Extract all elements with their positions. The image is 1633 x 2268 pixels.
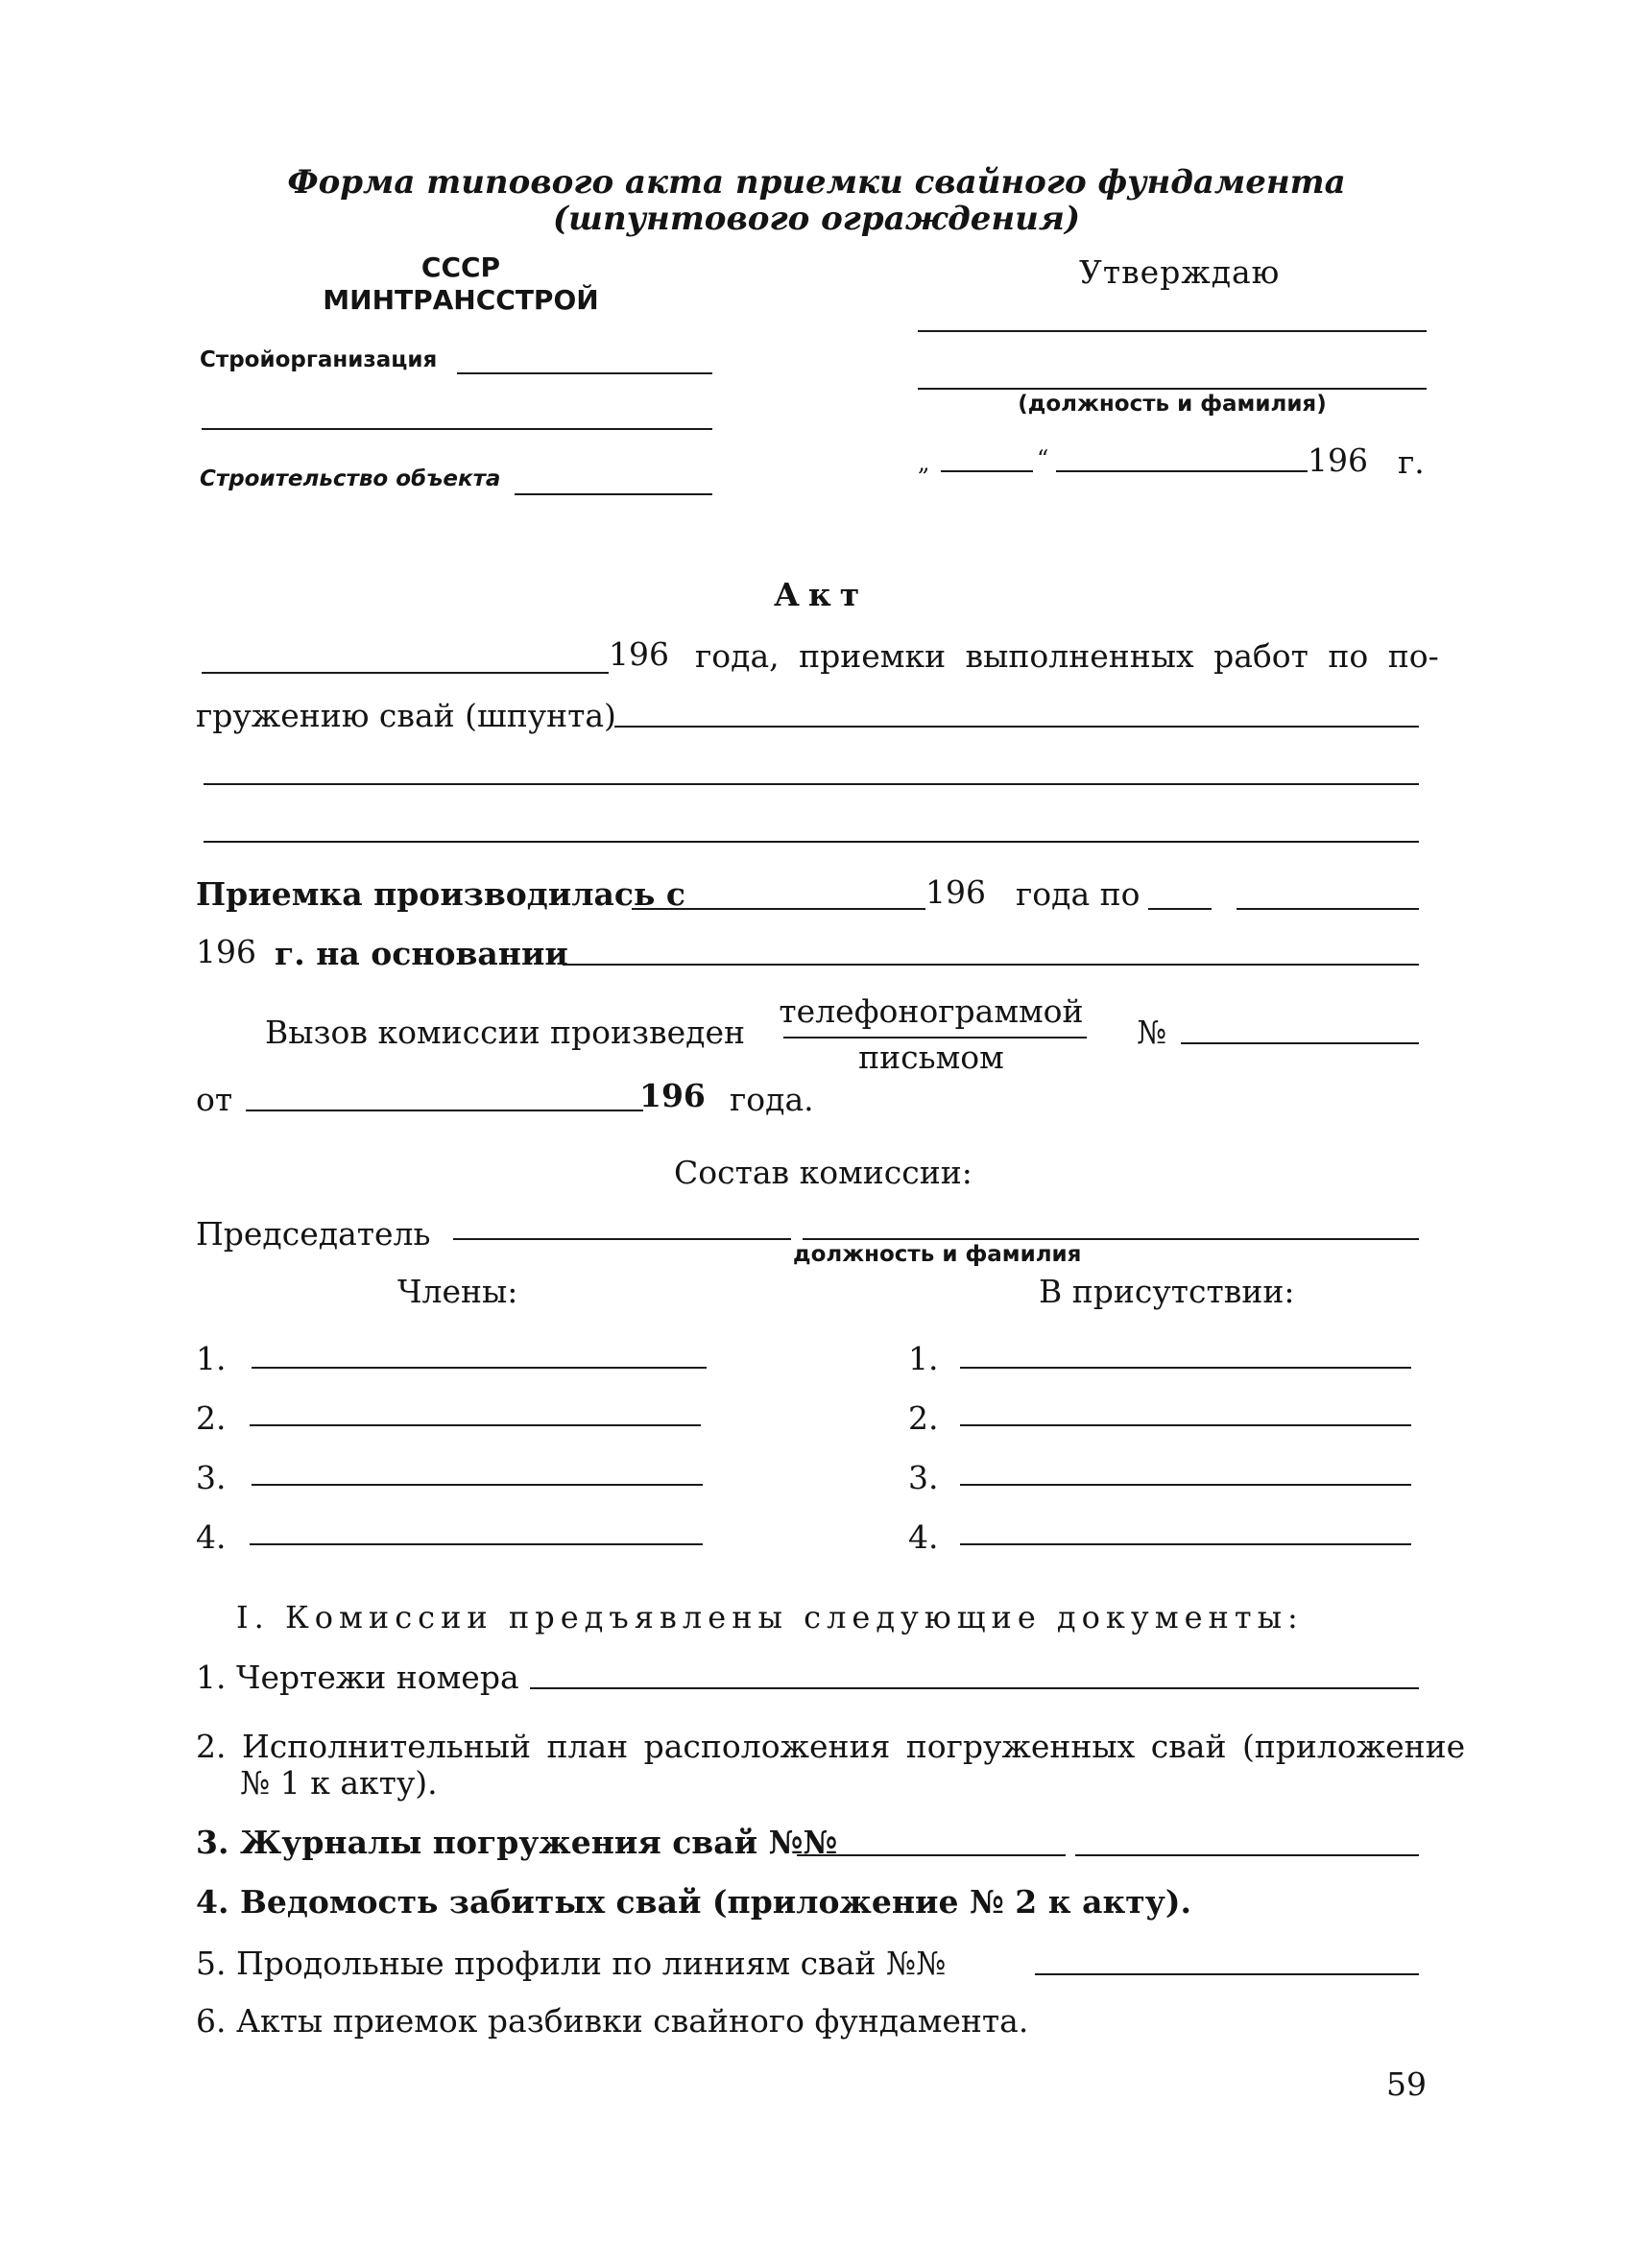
chairman-caption: должность и фамилия — [793, 1242, 1082, 1267]
present-line-3 — [960, 1484, 1411, 1486]
acceptance-to-line-2 — [1237, 908, 1419, 910]
approver-line-2 — [918, 388, 1427, 390]
member-line-1 — [252, 1367, 707, 1369]
date-year: 196 — [1308, 442, 1368, 479]
present-heading: В присутствии: — [1039, 1273, 1295, 1310]
date-open-quote: „ — [918, 449, 930, 476]
member-line-3 — [252, 1484, 703, 1486]
member-number-4: 4. — [196, 1518, 227, 1556]
call-number-sign: № — [1137, 1014, 1167, 1051]
from-suffix: года. — [730, 1081, 814, 1118]
chairman-line-1 — [453, 1238, 791, 1240]
document-item-5: 5. Продольные профили по линиям свай №№ — [196, 1945, 947, 1982]
date-year-suffix: г. — [1398, 443, 1425, 481]
intro-extra-line-2 — [204, 841, 1419, 843]
document-item-3: 3. Журналы погружения свай №№ — [196, 1824, 838, 1861]
document-item-4: 4. Ведомость забитых свай (приложение № 2 к акту). — [196, 1883, 1191, 1921]
acceptance-from-line — [632, 908, 925, 910]
present-line-4 — [960, 1543, 1411, 1545]
commission-heading: Состав комиссии: — [674, 1154, 973, 1191]
present-number-3: 3. — [908, 1459, 939, 1496]
page-number: 59 — [1386, 2065, 1427, 2103]
chairman-label: Председатель — [196, 1215, 431, 1253]
date-day-line — [941, 470, 1033, 472]
present-number-4: 4. — [908, 1518, 939, 1556]
act-heading: Акт — [774, 576, 869, 613]
intro-extra-line-1 — [204, 783, 1419, 785]
org-field-line — [457, 372, 712, 374]
call-number-line — [1181, 1042, 1419, 1044]
member-number-2: 2. — [196, 1399, 227, 1437]
date-mid-quote: “ — [1037, 445, 1049, 472]
ministry-label: МИНТРАНССТРОЙ — [323, 284, 599, 316]
chairman-line-2 — [803, 1238, 1419, 1240]
documents-heading: I. Комиссии предъявлены следующие документы: — [236, 1599, 1304, 1635]
from-label: от — [196, 1081, 233, 1118]
document-item-2: 2. Исполнительный план расположения погруженных свай (приложение — [196, 1728, 1466, 1765]
present-line-1 — [960, 1367, 1411, 1369]
acceptance-to-line-1 — [1148, 908, 1212, 910]
member-line-4 — [250, 1543, 703, 1545]
call-option-phone: телефонограммой — [779, 992, 1084, 1030]
intro-object-line — [614, 726, 1419, 728]
intro-text: года, приемки выполненных работ по по- — [695, 637, 1439, 675]
org-field-line-2 — [202, 428, 712, 430]
form-title-line2: (шпунтового ограждения) — [552, 200, 1081, 238]
document-item-1: 1. Чертежи номера — [196, 1659, 519, 1696]
object-field-line — [515, 493, 712, 495]
intro-line2: гружению свай (шпунта) — [196, 697, 616, 734]
country-label: СССР — [420, 251, 501, 283]
acceptance-year: 196 — [925, 873, 986, 911]
intro-year: 196 — [609, 635, 669, 673]
approve-label: Утверждаю — [1079, 253, 1281, 291]
intro-date-line — [202, 672, 609, 674]
form-title-line1: Форма типового акта приемки свайного фундамента — [287, 163, 1346, 202]
member-number-3: 3. — [196, 1459, 227, 1496]
org-label: Стройорганизация — [200, 347, 438, 372]
basis-label: г. на основании — [275, 935, 568, 972]
member-line-2 — [250, 1424, 701, 1426]
call-label: Вызов комиссии произведен — [265, 1014, 745, 1051]
basis-line — [563, 964, 1419, 966]
document-item-3-line-2 — [1075, 1854, 1419, 1856]
from-year: 196 — [639, 1077, 706, 1114]
document-item-1-line — [530, 1687, 1419, 1689]
date-month-line — [1056, 470, 1308, 472]
position-caption: (должность и фамилия) — [1018, 392, 1327, 417]
document-item-3-line-1 — [797, 1854, 1066, 1856]
present-number-2: 2. — [908, 1399, 939, 1437]
acceptance-to-label: года по — [1016, 875, 1141, 913]
document-item-6: 6. Акты приемок разбивки свайного фундамента. — [196, 2002, 1029, 2040]
acceptance-from-label: Приемка производилась с — [196, 875, 685, 913]
present-line-2 — [960, 1424, 1411, 1426]
basis-year: 196 — [196, 933, 256, 970]
document-item-2-cont: № 1 к акту). — [240, 1764, 438, 1802]
approver-line-1 — [918, 330, 1427, 332]
object-label: Строительство объекта — [200, 466, 501, 491]
members-heading: Члены: — [397, 1273, 518, 1310]
present-number-1: 1. — [908, 1340, 939, 1377]
member-number-1: 1. — [196, 1340, 227, 1377]
from-date-line — [246, 1110, 643, 1111]
document-item-5-line — [1035, 1973, 1419, 1975]
call-option-letter: письмом — [858, 1039, 1004, 1076]
